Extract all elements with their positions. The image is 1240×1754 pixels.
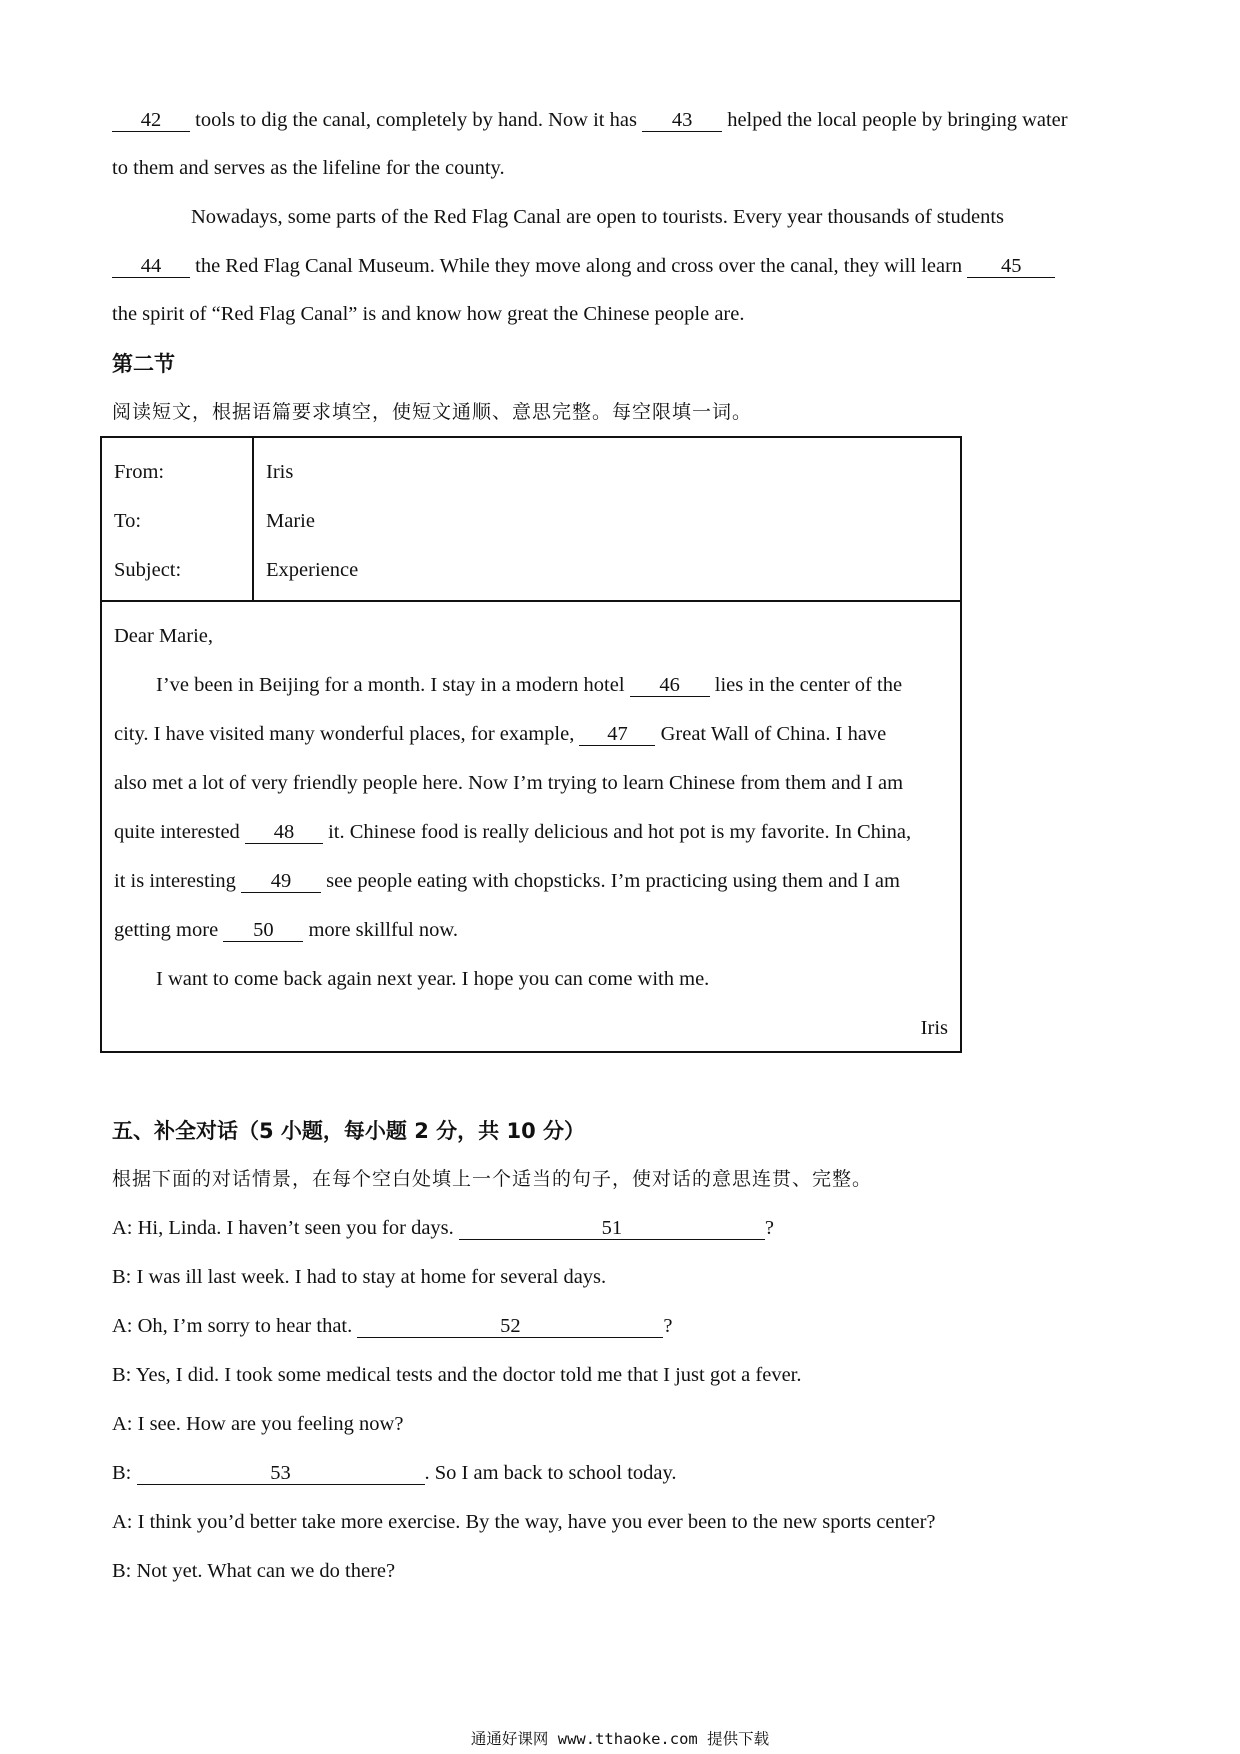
blank-46[interactable]: 46	[630, 674, 710, 697]
email-text: it is interesting	[114, 870, 241, 892]
page-footer: 通通好课网 www.tthaoke.com 提供下载	[470, 1730, 770, 1748]
email-text: see people eating with chopsticks. I’m practicing using them and I am	[320, 870, 900, 892]
email-text: Great Wall of China. I have	[655, 723, 887, 745]
email-header	[102, 438, 960, 602]
email-body-line-5	[114, 867, 900, 895]
dialogue-line-4: B: Yes, I did. I took some medical tests and the doctor told me that I just got a fever.	[112, 1364, 802, 1386]
email-text: more skillful now.	[303, 919, 458, 941]
email-header-divider	[252, 438, 254, 602]
dialogue-text: B:	[112, 1462, 137, 1484]
blank-42[interactable]: 42	[112, 109, 190, 132]
dialogue-line-8: B: Not yet. What can we do there?	[112, 1560, 396, 1582]
dialogue-line-2: B: I was ill last week. I had to stay at home for several days.	[112, 1266, 607, 1288]
dialogue-line-6	[112, 1459, 677, 1487]
passage-line-5: the spirit of “Red Flag Canal” is and know how great the Chinese people are.	[112, 303, 745, 325]
email-text: getting more	[114, 919, 224, 941]
passage-text: the Red Flag Canal Museum. While they move along and cross over the canal, they will learn	[190, 255, 968, 277]
email-from-label: From:	[114, 461, 165, 483]
blank-43[interactable]: 43	[642, 109, 722, 132]
email-to-value: Marie	[266, 510, 315, 532]
email-text: lies in the center of the	[709, 674, 903, 696]
section-5-title: 五、补全对话（5 小题，每小题 2 分，共 10 分）	[112, 1119, 586, 1143]
email-body-line-3: also met a lot of very friendly people here. Now I’m trying to learn Chinese from them and I am	[114, 772, 904, 794]
blank-44[interactable]: 44	[112, 255, 190, 278]
passage-line-1	[112, 106, 1068, 134]
passage-text: helped the local people by bringing water	[722, 109, 1068, 131]
blank-52[interactable]: 52	[357, 1315, 663, 1338]
email-body-line-4	[114, 818, 911, 846]
email-to-label: To:	[114, 510, 142, 532]
section-2-title: 第二节	[112, 352, 175, 376]
blank-53[interactable]: 53	[137, 1462, 425, 1485]
dialogue-end: . So I am back to school today.	[424, 1462, 677, 1484]
dialogue-line-5: A: I see. How are you feeling now?	[112, 1413, 404, 1435]
email-body-line-6	[114, 916, 458, 944]
dialogue-end: ?	[663, 1315, 673, 1337]
passage-line-4	[112, 252, 1055, 280]
email-text: it. Chinese food is really delicious and hot pot is my favorite. In China,	[322, 821, 912, 843]
blank-47[interactable]: 47	[579, 723, 655, 746]
email-text: city. I have visited many wonderful places, for example,	[114, 723, 580, 745]
email-body-line-2	[114, 720, 886, 748]
blank-45[interactable]: 45	[967, 255, 1055, 278]
passage-line-2: to them and serves as the lifeline for the county.	[112, 157, 505, 179]
blank-50[interactable]: 50	[223, 919, 303, 942]
email-subject-value: Experience	[266, 559, 359, 581]
email-text: quite interested	[114, 821, 245, 843]
email-body-line-7: I want to come back again next year. I hope you can come with me.	[156, 968, 710, 990]
email-subject-label: Subject:	[114, 559, 182, 581]
passage-text: tools to dig the canal, completely by hand. Now it has	[190, 109, 643, 131]
dialogue-line-3	[112, 1312, 672, 1340]
passage-line-3: Nowadays, some parts of the Red Flag Canal are open to tourists. Every year thousands of students	[191, 206, 1004, 228]
blank-48[interactable]: 48	[245, 821, 323, 844]
email-box	[100, 436, 962, 1053]
email-from-value: Iris	[266, 461, 294, 483]
email-body-line-1	[156, 671, 902, 699]
email-greeting: Dear Marie,	[114, 625, 214, 647]
email-text: I’ve been in Beijing for a month. I stay in a modern hotel	[156, 674, 630, 696]
section-5-instruction: 根据下面的对话情景，在每个空白处填上一个适当的句子，使对话的意思连贯、完整。	[112, 1168, 873, 1190]
section-2-instruction: 阅读短文，根据语篇要求填空，使短文通顺、意思完整。每空限填一词。	[112, 401, 753, 423]
dialogue-line-1	[112, 1214, 774, 1242]
blank-49[interactable]: 49	[241, 870, 321, 893]
blank-51[interactable]: 51	[459, 1217, 765, 1240]
dialogue-text: A: Hi, Linda. I haven’t seen you for days.	[112, 1217, 459, 1239]
dialogue-end: ?	[764, 1217, 775, 1239]
dialogue-line-7: A: I think you’d better take more exercise. By the way, have you ever been to the new sports center?	[112, 1511, 936, 1533]
dialogue-text: A: Oh, I’m sorry to hear that.	[112, 1315, 358, 1337]
email-signature: Iris	[920, 1017, 948, 1039]
